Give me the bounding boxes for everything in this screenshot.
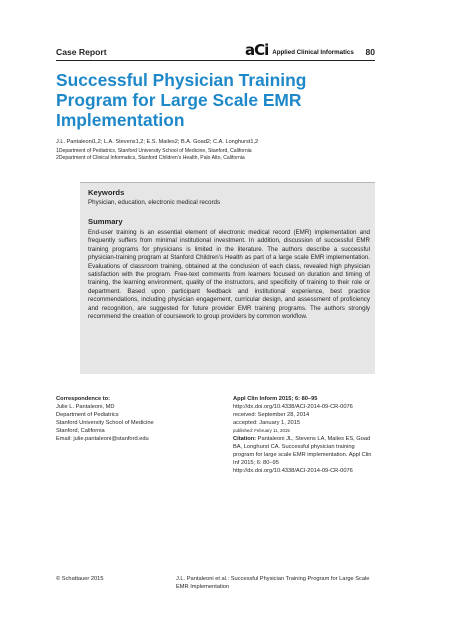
copyright: © Schattauer 2015: [56, 576, 104, 582]
keywords-heading: Keywords: [88, 188, 125, 197]
page-number: 80: [365, 47, 375, 57]
affiliation: 2Department of Clinical Informatics, Stanford Children’s Health, Palo Alto, California: [56, 155, 245, 161]
abstract-box: [80, 182, 375, 374]
journal-reference: Appl Clin Inform 2015; 6: 80–95: [233, 396, 318, 402]
correspondence-block: [56, 395, 216, 443]
header-divider: [56, 60, 375, 61]
citation-doi-link[interactable]: http://dx.doi.org/10.4338/ACI-2014-09-CR-0076: [233, 468, 353, 474]
accepted-date: accepted: January 1, 2015: [233, 420, 301, 426]
affiliation: 1Department of Pediatrics, Stanford University School of Medicine, Stanford, California: [56, 148, 252, 154]
title-line: Implementation: [56, 110, 185, 130]
correspondence-line: Stanford, California: [56, 428, 105, 434]
running-title: J.L. Pantaleoni et al.: Successful Physician Training Program for Large Scale EMR Implementation: [176, 576, 370, 590]
correspondence-heading: Correspondence to:: [56, 396, 111, 402]
correspondence-line: Stanford University School of Medicine: [56, 420, 154, 426]
citation-body: Pantaleoni JL, Stevens LA, Mailes ES, Goad BA, Longhurst CA. Successful physician training program for large scale EMR implementation. Appl Clin Inf 2015; 6: 80–95: [233, 436, 372, 466]
correspondence-line: Julie L. Pantaleoni, MD: [56, 404, 115, 410]
citation-label: Citation:: [233, 436, 257, 442]
summary-text: End-user training is an essential element of electronic medical record (EMR) implementation and frequently suffers from minimal institutional investment. In addition, discussion of successful EMR training programs for physicians is limited in the literature. The authors describe a successful physician-training program at Stanford Children’s Health as part of a large scale EMR implementation. Evaluations of classroom training, obtained at the conclusion of each class, revealed high physician satisfaction with the program. Free-text comments from learners focused on duration and timing of training, the learning environment, quality of the instructors, and specificity of training to their role or department. Based upon participant feedback and institutional experience, best practice recommendations, including physician engagement, curricular design, and assessment of proficiency and recognition, are suggested for future provider EMR training programs. The authors strongly recommend the creation of coursework to group providers by common workflow.: [88, 229, 370, 321]
title-line: Successful Physician Training: [56, 70, 307, 90]
aci-logo-mark: aCi: [245, 41, 269, 59]
correspondence-line: Department of Pediatrics: [56, 412, 119, 418]
correspondence-email: Email: julie.pantaleoni@stanford.edu: [56, 436, 149, 442]
citation-block: [233, 395, 375, 475]
keywords-text: Physician, education, electronic medical records: [88, 199, 221, 206]
section-label: Case Report: [56, 47, 107, 57]
citation-text: [233, 435, 375, 467]
received-date: received: September 28, 2014: [233, 412, 310, 418]
article-title: [56, 70, 386, 130]
title-line: Program for Large Scale EMR: [56, 90, 302, 110]
author-list: J.L. Pantaleoni1,2; L.A. Stevens1,2; E.S. Mailes2; B.A. Goad2; C.A. Longhurst1,2: [56, 139, 259, 145]
page-header: [56, 41, 375, 60]
summary-heading: Summary: [88, 217, 123, 226]
journal-name: Applied Clinical Informatics: [272, 49, 354, 56]
doi-link[interactable]: http://dx.doi.org/10.4338/ACI-2014-09-CR-0076: [233, 404, 353, 410]
published-date: published: February 11, 2015: [233, 428, 290, 433]
journal-logo: [245, 41, 354, 59]
